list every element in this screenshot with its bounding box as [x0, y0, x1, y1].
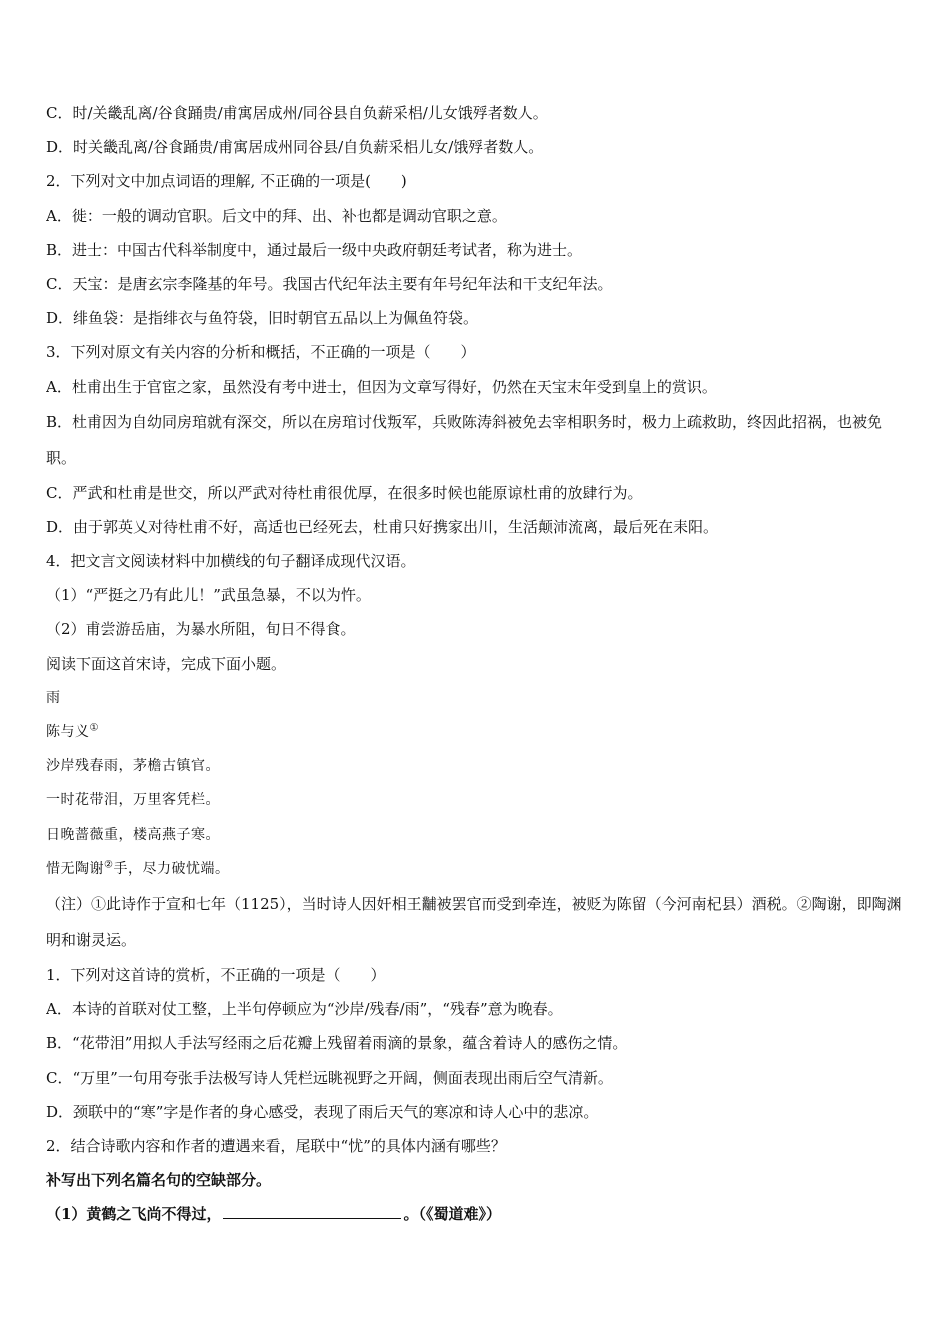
- poem-line: 日晚蔷薇重，楼高燕子寒。: [46, 826, 220, 843]
- fill-item-1-suffix: 。（《蜀道难》）: [403, 1205, 501, 1224]
- fill-section-heading: 补写出下列名篇名句的空缺部分。: [46, 1171, 272, 1190]
- poem-line: 沙岸残春雨，茅檐古镇官。: [46, 758, 220, 775]
- poem-author-name: 陈与义: [46, 724, 90, 740]
- poem-intro: 阅读下面这首宋诗，完成下面小题。: [46, 654, 287, 673]
- footnote-mark-1: ①: [89, 722, 99, 734]
- poem-title: 雨: [46, 689, 61, 706]
- question-2-option-b: B．进士：中国古代科举制度中，通过最后一级中央政府朝廷考试者，称为进士。: [46, 240, 583, 259]
- fill-item-1-prefix: （1）黄鹤之飞尚不得过，: [46, 1205, 222, 1224]
- poem-question-1-option-d: D．颈联中的“寒”字是作者的身心感受，表现了雨后天气的寒凉和诗人心中的悲凉。: [46, 1102, 599, 1121]
- poem-note: （注）①此诗作于宣和七年（1125），当时诗人因奸相王黼被罢官而受到牵连，被贬为陈留（今河南杞县）酒税。②陶谢，即陶渊明和谢灵运。: [46, 894, 902, 949]
- poem-question-1: 1．下列对这首诗的赏析，不正确的一项是（ ）: [46, 965, 386, 984]
- question-2-option-a: A．徙：一般的调动官职。后文中的拜、出、补也都是调动官职之意。: [46, 206, 507, 225]
- question-3-option-a: A．杜甫出生于官宦之家，虽然没有考中进士，但因为文章写得好，仍然在天宝末年受到皇上的赏识。: [46, 377, 717, 396]
- question-4: 4．把文言文阅读材料中加横线的句子翻译成现代汉语。: [46, 552, 416, 571]
- poem-line-last-part-a: 惜无陶谢: [46, 860, 104, 877]
- poem-question-1-option-b: B．“花带泪”用拟人手法写经雨之后花瓣上残留着雨滴的景象，蕴含着诗人的感伤之情。: [46, 1034, 628, 1053]
- poem-question-2: 2．结合诗歌内容和作者的遭遇来看，尾联中“忧”的具体内涵有哪些？: [46, 1136, 506, 1155]
- question-3-option-c: C．严武和杜甫是世交，所以严武对待杜甫很优厚，在很多时候也能原谅杜甫的放肆行为。: [46, 483, 643, 502]
- question-4-item-2: （2）甫尝游岳庙，为暴水所阻，旬日不得食。: [46, 620, 356, 639]
- option-d: D．时关畿乱离/谷食踊贵/甫寓居成州同谷县/自负薪采梠儿女/饿殍者数人。: [46, 138, 544, 157]
- poem-author: [46, 715, 904, 749]
- question-4-item-1: （1）“严挺之乃有此儿！”武虽急暴，不以为忤。: [46, 586, 371, 605]
- fill-item-1: [46, 1197, 904, 1231]
- poem-question-1-option-a: A．本诗的首联对仗工整，上半句停顿应为“沙岸/残春/雨”，“残春”意为晚春。: [46, 1000, 563, 1019]
- question-3-option-d: D．由于郭英乂对待杜甫不好，高适也已经死去，杜甫只好携家出川，生活颠沛流离，最后死在耒阳。: [46, 517, 719, 536]
- question-2: 2．下列对文中加点词语的理解, 不正确的一项是( ): [46, 172, 407, 191]
- document-page: [46, 96, 904, 1231]
- footnote-mark-2: ②: [104, 859, 114, 871]
- question-3: 3．下列对原文有关内容的分析和概括，不正确的一项是（ ）: [46, 343, 476, 362]
- poem-line: 一时花带泪，万里客凭栏。: [46, 792, 220, 809]
- question-2-option-c: C．天宝：是唐玄宗李隆基的年号。我国古代纪年法主要有年号纪年法和干支纪年法。: [46, 274, 613, 293]
- option-c: C．时/关畿乱离/谷食踊贵/甫寓居成州/同谷县自负薪采梠/儿女饿殍者数人。: [46, 104, 548, 122]
- poem-line-last: [46, 852, 904, 886]
- question-3-option-b: B．杜甫因为自幼同房琯就有深交，所以在房琯讨伐叛军，兵败陈涛斜被免去宰相职务时，极力上疏救助，终因此招祸，也被免职。: [46, 412, 883, 467]
- poem-line-last-part-b: 手，尽力破忧端。: [113, 860, 230, 877]
- poem-question-1-option-c: C．“万里”一句用夸张手法极写诗人凭栏远眺视野之开阔，侧面表现出雨后空气清新。: [46, 1068, 613, 1087]
- fill-blank[interactable]: [223, 1204, 401, 1219]
- question-2-option-d: D．绯鱼袋：是指绯衣与鱼符袋，旧时朝官五品以上为佩鱼符袋。: [46, 309, 479, 328]
